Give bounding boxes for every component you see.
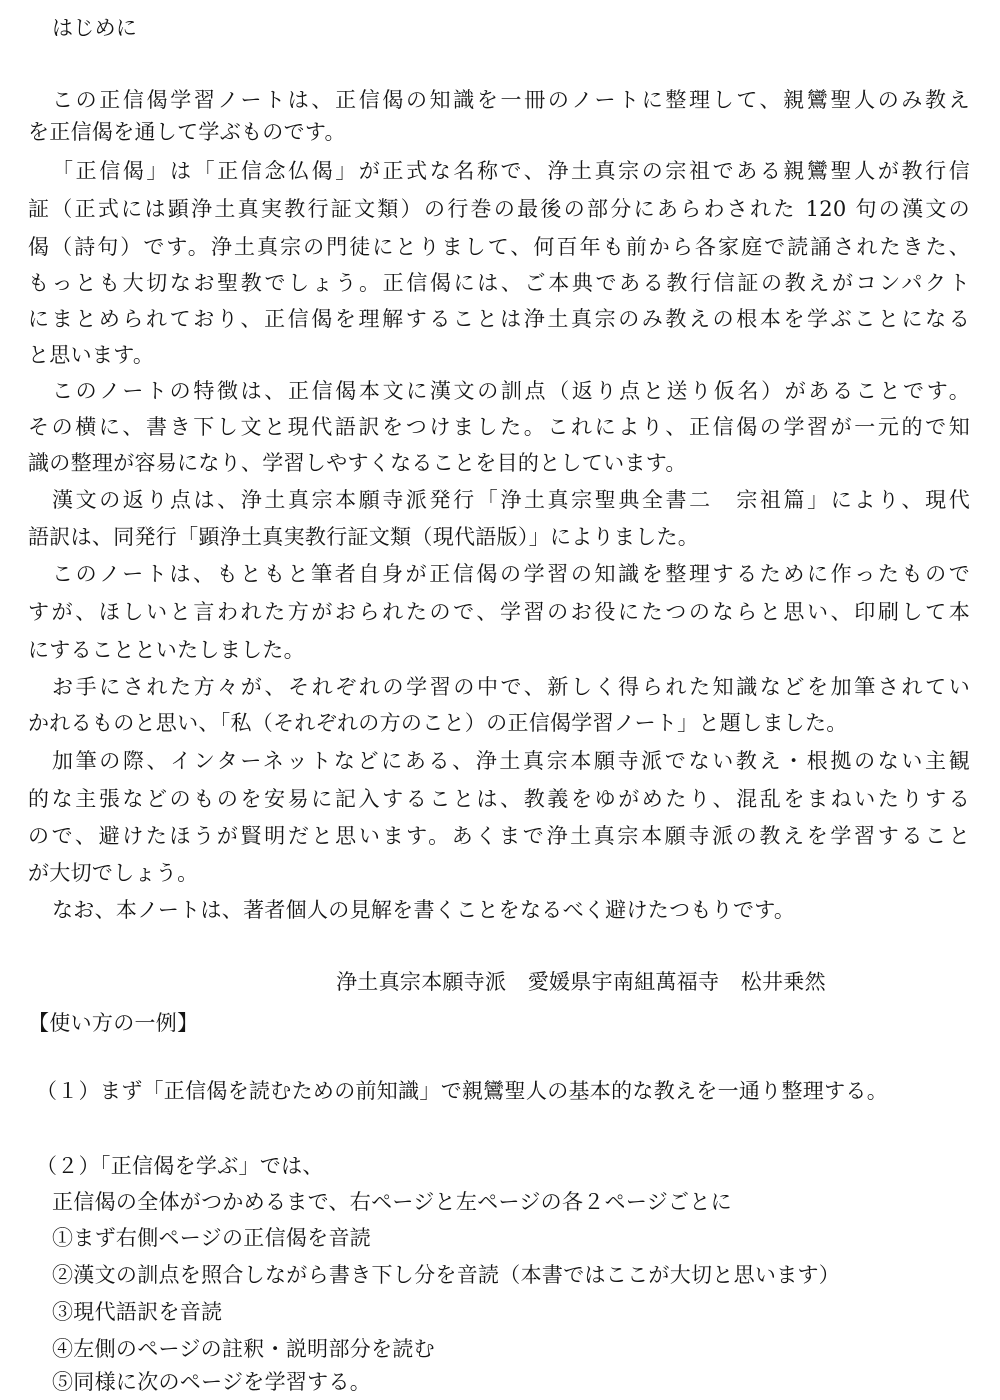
intro-line: 的な主張などのものを安易に記入することは、教義をゆがめたり、混乱をまねいたりする (28, 787, 970, 811)
intro-line: もっとも大切なお聖教でしょう。正信偈には、ご本典である教行信証の教えがコンパクト (28, 271, 970, 295)
page-heading: はじめに (52, 16, 138, 40)
intro-line: すが、ほしいと言われた方がおられたので、学習のお役にたつのならと思い、印刷して本 (28, 600, 970, 624)
intro-line: を正信偈を通して学ぶものです。 (28, 120, 346, 144)
usage-list-item: ②漢文の訓点を照合しながら書き下し分を音読（本書ではここが大切と思います） (52, 1263, 841, 1287)
intro-line: ので、避けたほうが賢明だと思います。あくまで浄土真宗本願寺派の教えを学習すること (28, 824, 970, 848)
intro-line: と思います。 (28, 343, 155, 367)
usage-list-item: ①まず右側ページの正信偈を音読 (52, 1226, 372, 1250)
intro-line: この正信偈学習ノートは、正信偈の知識を一冊のノートに整理して、親鸞聖人のみ教え (52, 88, 970, 112)
intro-line: にすることといたしました。 (28, 638, 305, 662)
intro-line: 漢文の返り点は、浄土真宗本願寺派発行「浄土真宗聖典全書二 宗祖篇」により、現代 (52, 488, 970, 512)
intro-line: 偈（詩句）です。浄土真宗の門徒にとりまして、何百年も前から各家庭で読誦されたきた、 (28, 235, 970, 259)
intro-line: が大切でしょう。 (28, 861, 199, 885)
intro-line: その横に、書き下し文と現代語訳をつけました。これにより、正信偈の学習が一元的で知 (28, 415, 970, 439)
usage-list-item: ③現代語訳を音読 (52, 1300, 223, 1324)
usage-list-item: ④左側のページの註釈・説明部分を読む (52, 1337, 435, 1361)
usage-heading: 【使い方の一例】 (28, 1011, 199, 1035)
intro-line: 加筆の際、インターネットなどにある、浄土真宗本願寺派でない教え・根拠のない主観 (52, 749, 970, 773)
intro-line: 証（正式には顕浄土真実教行証文類）の行巻の最後の部分にあらわされた 120 句の漢文の (28, 197, 970, 221)
usage-list-item: ⑤同様に次のページを学習する。 (52, 1370, 372, 1394)
usage-step-2-heading: （２）「正信偈を学ぶ」では、 (36, 1154, 324, 1178)
author-signature: 浄土真宗本願寺派 愛媛県宇南組萬福寺 松井乗然 (336, 970, 826, 994)
intro-line: なお、本ノートは、著者個人の見解を書くことをなるべく避けたつもりです。 (52, 898, 796, 922)
usage-step-1: （１）まず「正信偈を読むための前知識」で親鸞聖人の基本的な教えを一通り整理する。 (36, 1079, 888, 1103)
intro-line: 語訳は、同発行「顕浄土真実教行証文類（現代語版）」によりました。 (28, 525, 700, 549)
intro-line: このノートの特徴は、正信偈本文に漢文の訓点（返り点と送り仮名）があることです。 (52, 379, 970, 403)
intro-line: 識の整理が容易になり、学習しやすくなることを目的としています。 (28, 451, 687, 475)
intro-line: にまとめられており、正信偈を理解することは浄土真宗のみ教えの根本を学ぶことになる (28, 307, 970, 331)
usage-step-2-text: 正信偈の全体がつかめるまで、右ページと左ページの各２ページごとに (52, 1190, 732, 1214)
intro-line: お手にされた方々が、それぞれの学習の中で、新しく得られた知識などを加筆されてい (52, 675, 970, 699)
intro-line: 「正信偈」は「正信念仏偈」が正式な名称で、浄土真宗の宗祖である親鸞聖人が教行信 (52, 159, 970, 183)
intro-line: かれるものと思い、「私（それぞれの方のこと）の正信偈学習ノート」と題しました。 (28, 711, 848, 735)
intro-line: このノートは、もともと筆者自身が正信偈の学習の知識を整理するために作ったもので (52, 562, 970, 586)
